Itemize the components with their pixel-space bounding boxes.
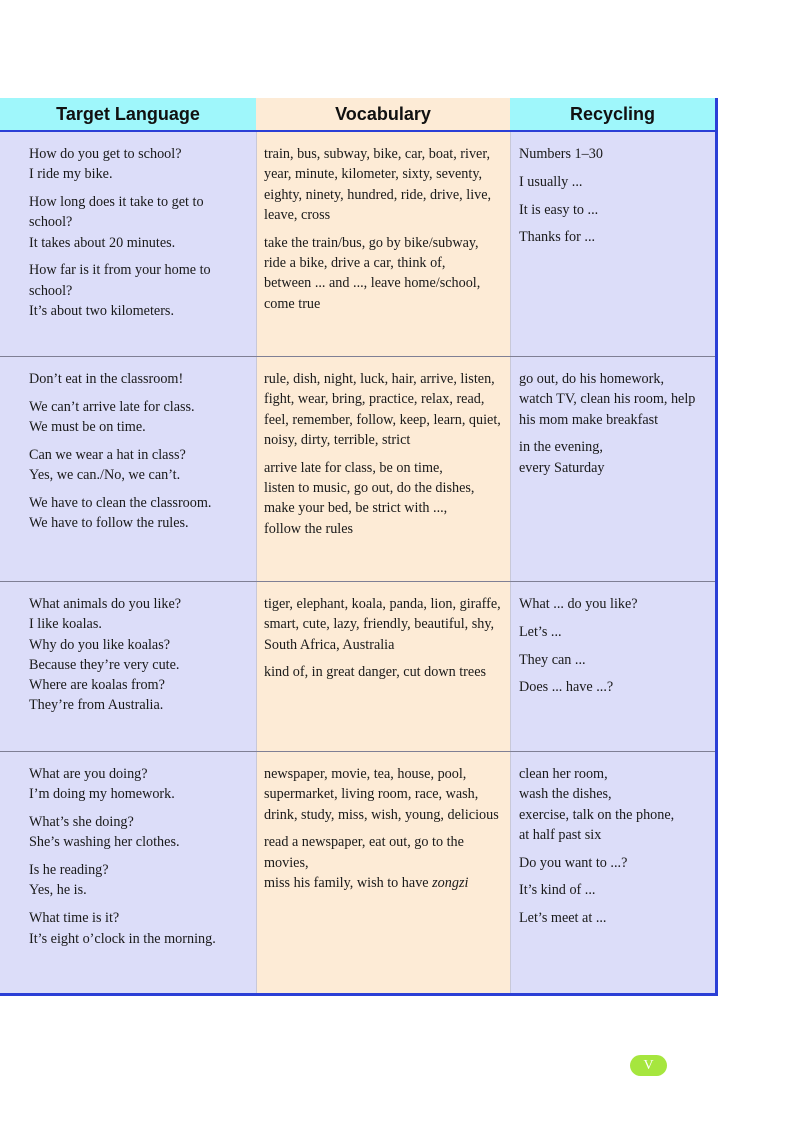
text-line: It is easy to ... <box>519 201 599 218</box>
text-line: Thanks for ... <box>519 229 596 246</box>
text-line: watch TV, clean his room, help <box>519 391 696 408</box>
text-line: What are you doing? <box>29 766 148 782</box>
text-line: tiger, elephant, koala, panda, lion, giraffe, <box>264 596 501 612</box>
text-line: Because they’re very cute. <box>29 656 180 673</box>
table-header <box>0 98 715 132</box>
text-line: Does ... have ...? <box>519 679 614 696</box>
text-line: follow the rules <box>264 520 354 537</box>
text-line: ride a bike, drive a car, think of, <box>264 254 446 271</box>
text-line: read a newspaper, eat out, go to the movies, <box>264 834 464 871</box>
text-line: his mom make breakfast <box>519 411 659 428</box>
text-block <box>264 662 506 682</box>
vocabulary-cell <box>264 764 506 901</box>
row-divider <box>0 581 715 582</box>
text-block <box>519 908 711 928</box>
table-body <box>0 132 715 993</box>
text-line: It takes about 20 minutes. <box>29 234 176 251</box>
text-line: at half past six <box>519 826 602 843</box>
text-block <box>29 493 249 534</box>
text-line: I usually ... <box>519 173 583 190</box>
text-line: come true <box>264 295 321 312</box>
text-block <box>29 812 249 853</box>
text-line: I like koalas. <box>29 616 102 633</box>
header-recycling: Recycling <box>510 98 715 130</box>
target-language-cell <box>29 594 249 723</box>
text-line: It’s eight o’clock in the morning. <box>29 930 216 947</box>
text-line: We have to clean the classroom. <box>29 494 212 511</box>
text-block <box>29 397 249 438</box>
recycling-cell <box>519 764 711 936</box>
text-block <box>519 369 711 430</box>
text-block <box>29 192 249 253</box>
text-line: Can we wear a hat in class? <box>29 446 186 463</box>
row-divider <box>0 356 715 357</box>
text-line: We must be on time. <box>29 419 146 436</box>
page-number-badge: V <box>630 1055 667 1076</box>
text-line: school? <box>29 214 73 231</box>
vocabulary-cell <box>264 594 506 690</box>
text-line: South Africa, Australia <box>264 636 395 653</box>
text-line: What animals do you like? <box>29 596 182 612</box>
text-line: arrive late for class, be on time, <box>264 459 443 476</box>
text-line: Yes, we can./No, we can’t. <box>29 467 181 484</box>
text-line: They can ... <box>519 651 586 668</box>
target-language-cell <box>29 369 249 541</box>
text-block <box>519 853 711 873</box>
vocabulary-cell <box>264 369 506 546</box>
text-line: every Saturday <box>519 459 605 476</box>
text-line: train, bus, subway, bike, car, boat, river, <box>264 146 491 162</box>
text-block <box>29 369 249 389</box>
text-line: I’m doing my homework. <box>29 786 175 803</box>
text-block <box>519 880 711 900</box>
text-line: How far is it from your home to <box>29 262 211 279</box>
text-block <box>29 260 249 321</box>
text-block <box>519 227 711 247</box>
text-line: We can’t arrive late for class. <box>29 398 195 415</box>
text-line: school? <box>29 282 73 299</box>
text-block <box>264 369 506 450</box>
text-block <box>519 622 711 642</box>
text-line: Don’t eat in the classroom! <box>29 371 184 387</box>
text-line: They’re from Australia. <box>29 697 164 714</box>
text-line: How do you get to school? <box>29 146 182 162</box>
text-block <box>519 594 711 614</box>
text-line: Why do you like koalas? <box>29 636 171 653</box>
text-line: year, minute, kilometer, sixty, seventy, <box>264 166 483 183</box>
text-line: between ... and ..., leave home/school, <box>264 275 481 292</box>
text-line: What’s she doing? <box>29 814 134 831</box>
text-block <box>519 437 711 478</box>
recycling-cell <box>519 369 711 485</box>
text-block <box>519 764 711 845</box>
text-block <box>29 908 249 949</box>
text-block <box>519 200 711 220</box>
text-line: Let’s ... <box>519 623 562 640</box>
text-line: Is he reading? <box>29 862 109 879</box>
text-block <box>519 172 711 192</box>
column-divider <box>256 132 257 993</box>
text-block <box>264 233 506 314</box>
text-line: Yes, he is. <box>29 882 87 899</box>
vocabulary-cell <box>264 144 506 321</box>
target-language-cell <box>29 144 249 329</box>
column-divider <box>510 132 511 993</box>
text-line: It’s kind of ... <box>519 882 596 899</box>
text-block <box>519 650 711 670</box>
text-block <box>264 594 506 655</box>
text-block <box>264 144 506 225</box>
text-block <box>29 445 249 486</box>
text-line: noisy, dirty, terrible, strict <box>264 431 411 448</box>
header-vocabulary: Vocabulary <box>256 98 510 130</box>
unit-overview-table <box>0 98 718 996</box>
text-line: kind of, in great danger, cut down trees <box>264 664 487 681</box>
text-line: newspaper, movie, tea, house, pool, <box>264 766 467 782</box>
text-line: leave, cross <box>264 206 331 223</box>
text-line: fight, wear, bring, practice, relax, read, <box>264 391 485 408</box>
text-line: It’s about two kilometers. <box>29 303 175 320</box>
text-line: go out, do his homework, <box>519 371 665 387</box>
text-line: eighty, ninety, hundred, ride, drive, live, <box>264 186 492 203</box>
text-block <box>519 677 711 697</box>
text-line: rule, dish, night, luck, hair, arrive, listen, <box>264 371 495 387</box>
text-line: feel, remember, follow, keep, learn, quiet, <box>264 411 501 428</box>
text-line: take the train/bus, go by bike/subway, <box>264 234 479 251</box>
text-block <box>29 764 249 805</box>
recycling-cell <box>519 594 711 705</box>
text-line: Numbers 1–30 <box>519 146 603 162</box>
recycling-cell <box>519 144 711 255</box>
text-line: I ride my bike. <box>29 166 113 183</box>
text-block <box>29 860 249 901</box>
text-line: What time is it? <box>29 910 120 927</box>
text-line: Where are koalas from? <box>29 677 165 694</box>
text-line: Do you want to ...? <box>519 854 628 871</box>
text-line: smart, cute, lazy, friendly, beautiful, shy, <box>264 616 495 633</box>
text-block <box>519 144 711 164</box>
text-line: What ... do you like? <box>519 596 638 612</box>
text-block <box>264 832 506 893</box>
text-block <box>29 144 249 185</box>
text-line: in the evening, <box>519 439 603 456</box>
text-line: wash the dishes, <box>519 786 612 803</box>
text-line: listen to music, go out, do the dishes, <box>264 479 475 496</box>
text-block <box>264 458 506 539</box>
text-line: How long does it take to get to <box>29 194 204 211</box>
text-line: She’s washing her clothes. <box>29 834 180 851</box>
text-line: exercise, talk on the phone, <box>519 806 675 823</box>
text-block <box>29 594 249 716</box>
text-block <box>264 764 506 825</box>
text-line: make your bed, be strict with ..., <box>264 500 448 517</box>
text-line: We have to follow the rules. <box>29 515 189 532</box>
text-line: supermarket, living room, race, wash, <box>264 786 479 803</box>
text-line: drink, study, miss, wish, young, delicious <box>264 806 499 823</box>
text-line: Let’s meet at ... <box>519 910 607 927</box>
text-line: miss his family, wish to have zongzi <box>264 874 469 891</box>
target-language-cell <box>29 764 249 956</box>
text-line: clean her room, <box>519 766 608 782</box>
row-divider <box>0 751 715 752</box>
header-target-language: Target Language <box>0 98 256 130</box>
